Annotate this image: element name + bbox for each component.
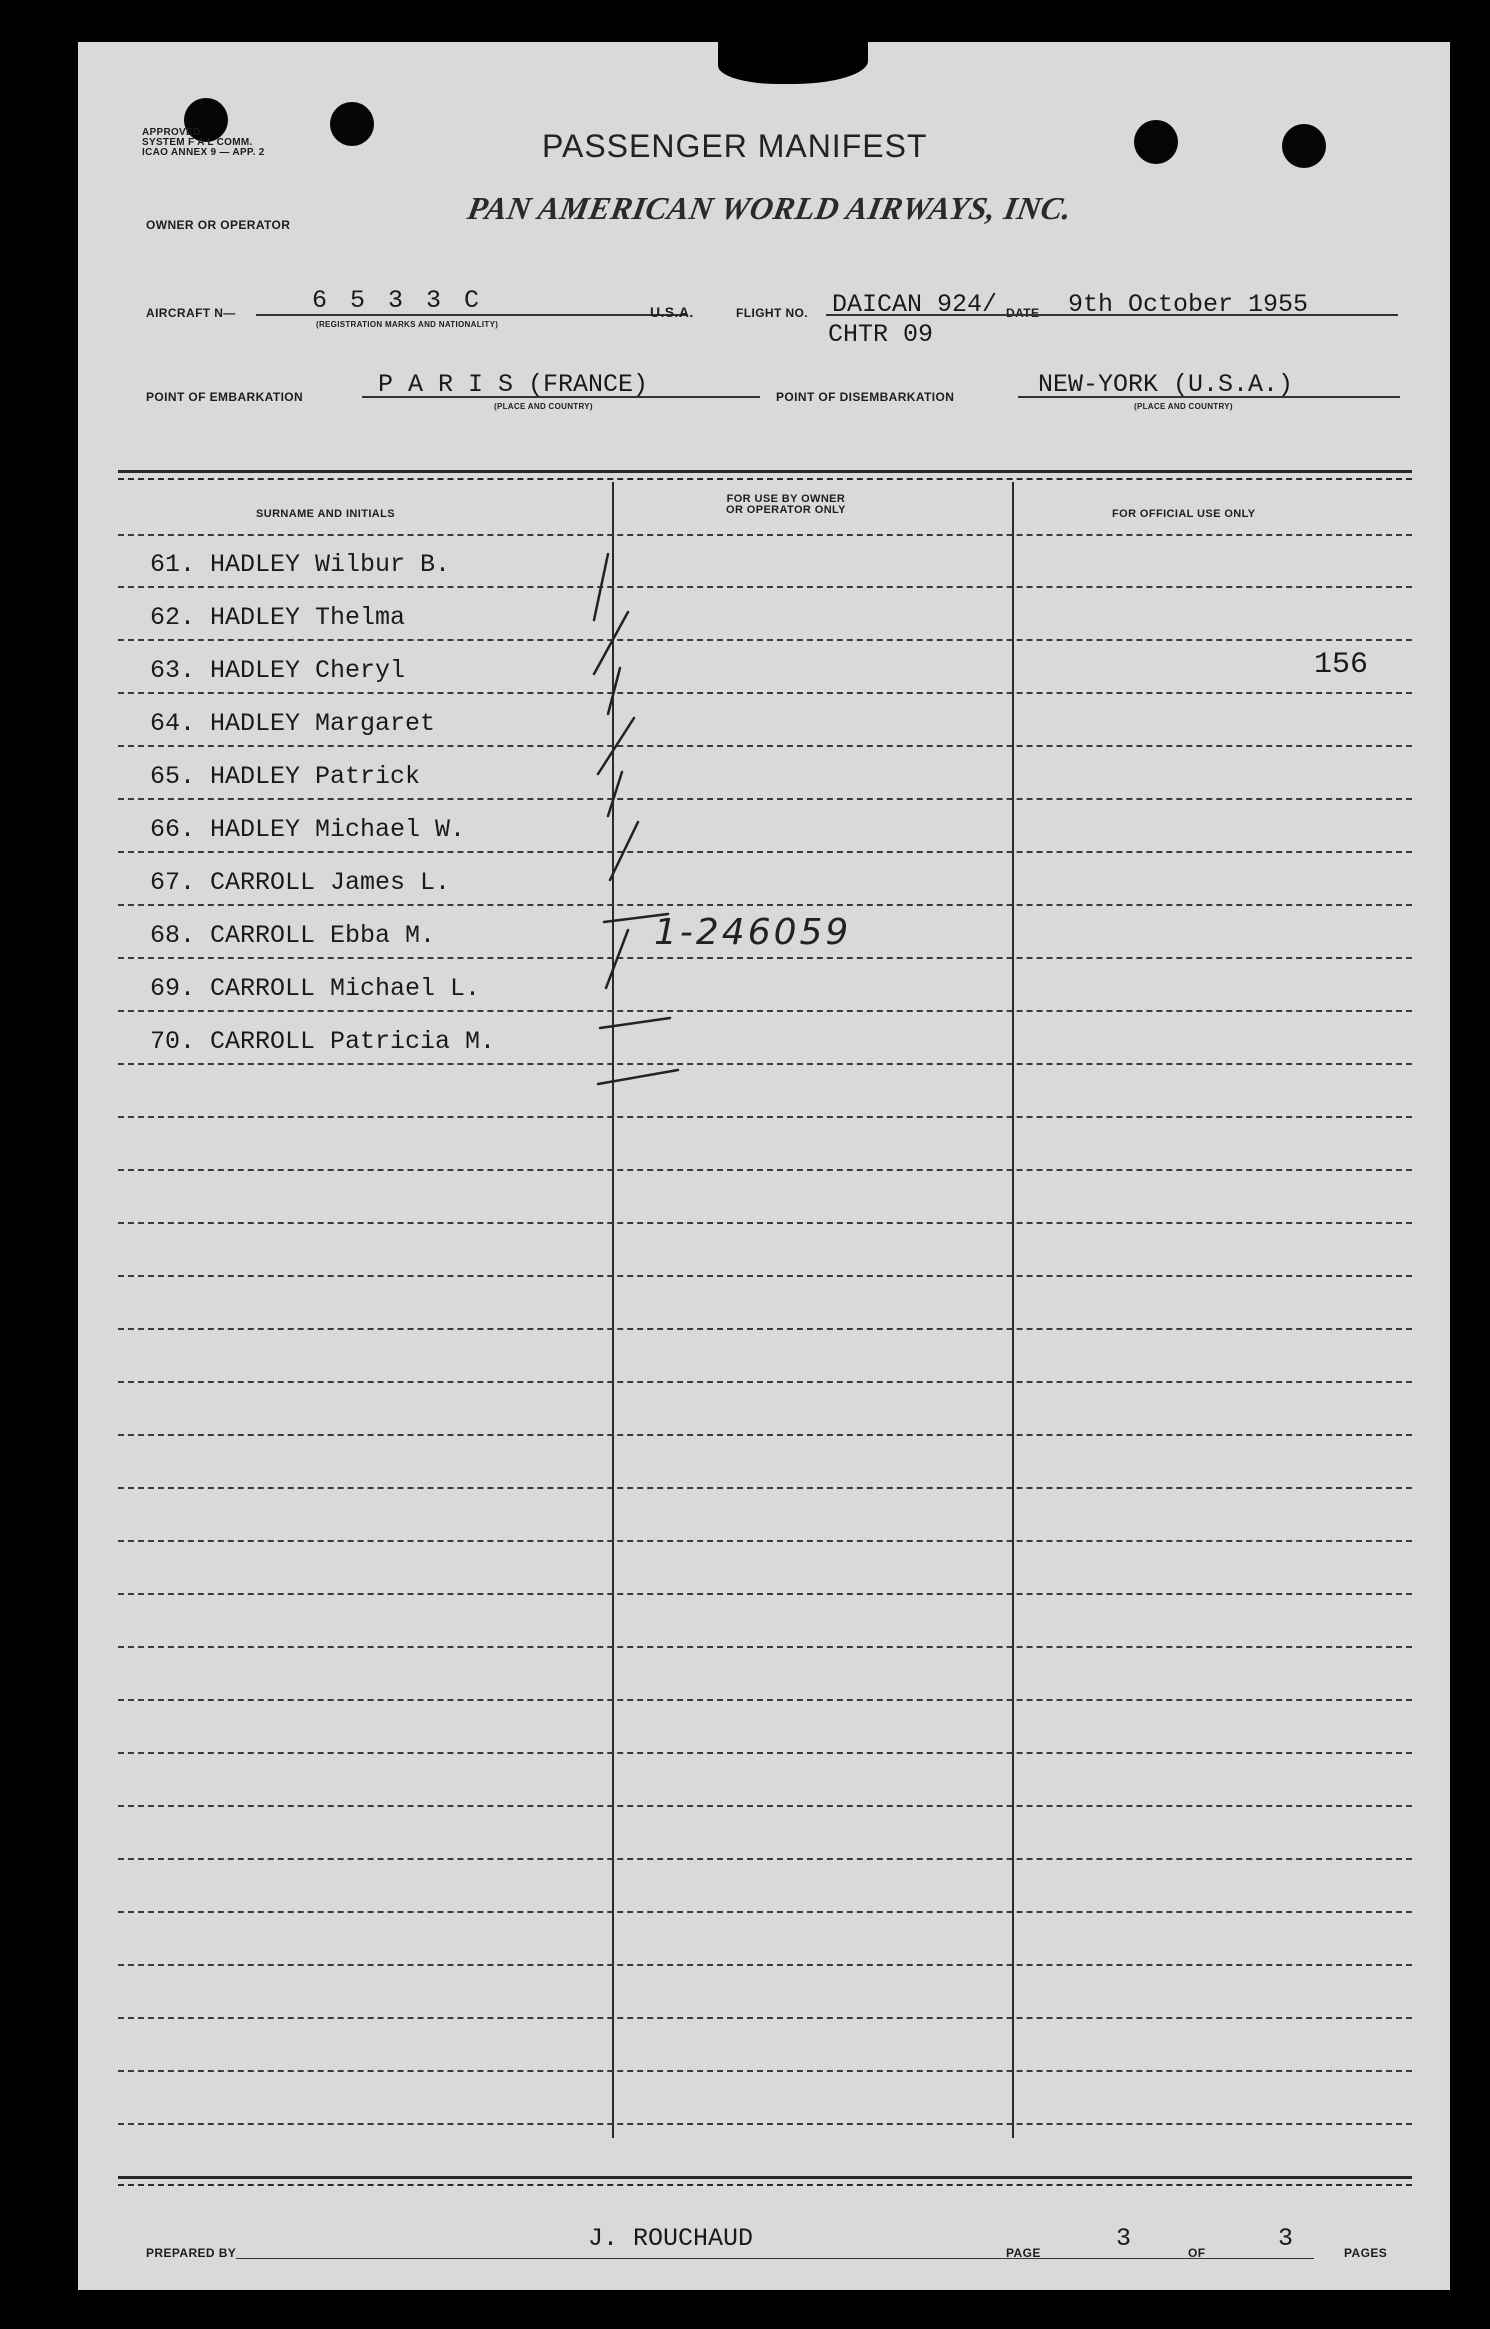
approval-line: APPROVED [142, 127, 201, 138]
punch-hole [1282, 124, 1326, 168]
date-value: 9th October 1955 [1068, 290, 1309, 319]
document-title: PASSENGER MANIFEST [542, 128, 928, 164]
official-number: 156 [1314, 648, 1369, 682]
aircraft-label: AIRCRAFT N— [146, 306, 236, 320]
page-label: PAGE [1006, 2246, 1041, 2260]
aircraft-value: 6 5 3 3 C [312, 286, 484, 315]
disembarkation-caption: (PLACE AND COUNTRY) [1134, 402, 1233, 411]
handwritten-note: 1-246059 [654, 912, 852, 953]
passenger-row: 63. HADLEY Cheryl [150, 656, 406, 685]
column-header-line: FOR USE BY OWNER [726, 493, 846, 505]
passenger-row: 67. CARROLL James L. [150, 868, 451, 897]
date-label: DATE [1006, 306, 1040, 320]
passenger-row: 66. HADLEY Michael W. [150, 815, 466, 844]
punch-hole [330, 102, 374, 146]
passenger-row: 61. HADLEY Wilbur B. [150, 550, 451, 579]
passenger-row: 70. CARROLL Patricia M. [150, 1027, 496, 1056]
nationality: U.S.A. [650, 304, 694, 320]
prepared-by: J. ROUCHAUD [588, 2224, 754, 2253]
manifest-sheet [78, 42, 1450, 2290]
passenger-row: 64. HADLEY Margaret [150, 709, 436, 738]
passenger-row: 68. CARROLL Ebba M. [150, 921, 436, 950]
torn-notch [718, 38, 868, 84]
page-number: 3 [1116, 2224, 1132, 2253]
column-header-official: FOR OFFICIAL USE ONLY [1112, 508, 1256, 520]
owner-label: OWNER OR OPERATOR [146, 218, 291, 232]
flight-label: FLIGHT NO. [736, 306, 808, 320]
pages-label: PAGES [1344, 2246, 1388, 2260]
disembarkation-value: NEW-YORK (U.S.A.) [1038, 370, 1294, 399]
total-pages: 3 [1278, 2224, 1294, 2253]
passenger-row: 69. CARROLL Michael L. [150, 974, 481, 1003]
embarkation-value: P A R I S (FRANCE) [378, 370, 649, 399]
flight-number-2: CHTR 09 [828, 320, 934, 349]
tick-marks [568, 522, 698, 1102]
aircraft-caption: (REGISTRATION MARKS AND NATIONALITY) [316, 320, 499, 329]
flight-number: DAICAN 924/ [832, 290, 998, 319]
column-header-line: OR OPERATOR ONLY [726, 504, 846, 516]
column-header-operator [726, 494, 846, 516]
airline-name: PAN AMERICAN WORLD AIRWAYS, INC. [464, 190, 1075, 226]
passenger-row: 65. HADLEY Patrick [150, 762, 421, 791]
embarkation-label: POINT OF EMBARKATION [146, 390, 304, 404]
prepared-by-label: PREPARED BY [146, 2246, 237, 2260]
passenger-row: 62. HADLEY Thelma [150, 603, 406, 632]
embarkation-caption: (PLACE AND COUNTRY) [494, 402, 593, 411]
approval-line: SYSTEM F A L COMM. [142, 137, 253, 148]
punch-hole [1134, 120, 1178, 164]
column-header-surname: SURNAME AND INITIALS [256, 508, 395, 520]
of-label: OF [1188, 2246, 1206, 2260]
disembarkation-label: POINT OF DISEMBARKATION [776, 390, 955, 404]
approval-line: ICAO ANNEX 9 — APP. 2 [142, 147, 265, 158]
approval-note [142, 128, 265, 158]
